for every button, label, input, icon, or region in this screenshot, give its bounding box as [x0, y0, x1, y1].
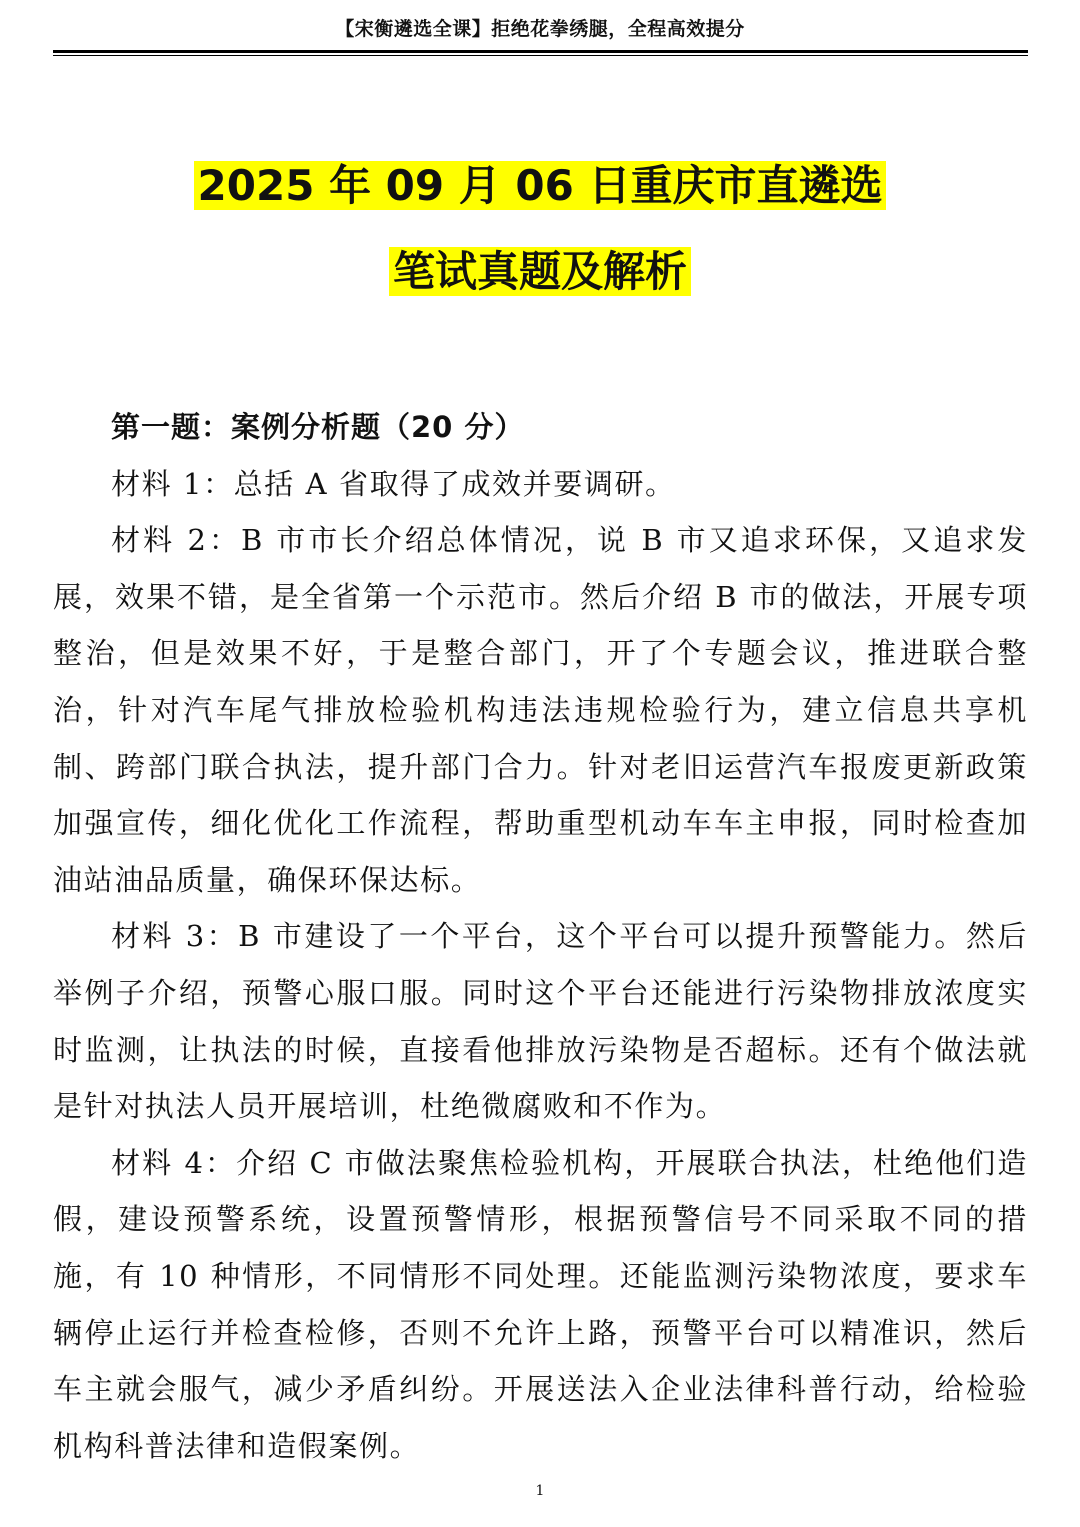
- header-divider: [53, 50, 1028, 56]
- page-number: 1: [535, 1483, 545, 1499]
- question-heading: 第一题：案例分析题（20 分）: [111, 410, 525, 444]
- document-title-line-1: [0, 150, 1080, 222]
- document-title-line-2: [0, 236, 1080, 308]
- material-paragraph-2: 材料 2：B 市市长介绍总体情况，说 B 市又追求环保，又追求发展，效果不错，是全省第一个示范市。然后介绍 B 市的做法，开展专项整治，但是效果不好，于是整合部门，开了个专题会议，推进联合整治，针对汽车尾气排放检验机构违法违规检验行为，建立信息共享机制、跨部门联合执法，提升部门合力。针对老旧运营汽车报废更新政策加强宣传，细化优化工作流程，帮助重型机动车车主申报，同时检查加油站油品质量，确保环保达标。: [53, 523, 1028, 897]
- material-paragraph-1: 材料 1：总括 A 省取得了成效并要调研。: [111, 466, 676, 501]
- page-header-text: 【宋衡遴选全课】拒绝花拳绣腿，全程高效提分: [335, 18, 745, 40]
- material-paragraph-3: 材料 3：B 市建设了一个平台，这个平台可以提升预警能力。然后举例子介绍，预警心服口服。同时这个平台还能进行污染物排放浓度实时监测，让执法的时候，直接看他排放污染物是否超标。还有个做法就是针对执法人员开展培训，杜绝微腐败和不作为。: [53, 919, 1028, 1124]
- document-body: [53, 399, 1028, 1474]
- material-paragraph-4: 材料 4：介绍 C 市做法聚焦检验机构，开展联合执法，杜绝他们造假，建设预警系统，设置预警情形，根据预警信号不同采取不同的措施，有 10 种情形，不同情形不同处理。还能监测污染物浓度，要求车辆停止运行并检查检修，否则不允许上路，预警平台可以精准识，然后车主就会服气，减少矛盾纠纷。开展送法入企业法律科普行动，给检验机构科普法律和造假案例。: [53, 1145, 1028, 1463]
- title-line-1-text: 2025 年 09 月 06 日重庆市直遴选: [194, 161, 887, 210]
- title-line-2-text: 笔试真题及解析: [389, 247, 691, 296]
